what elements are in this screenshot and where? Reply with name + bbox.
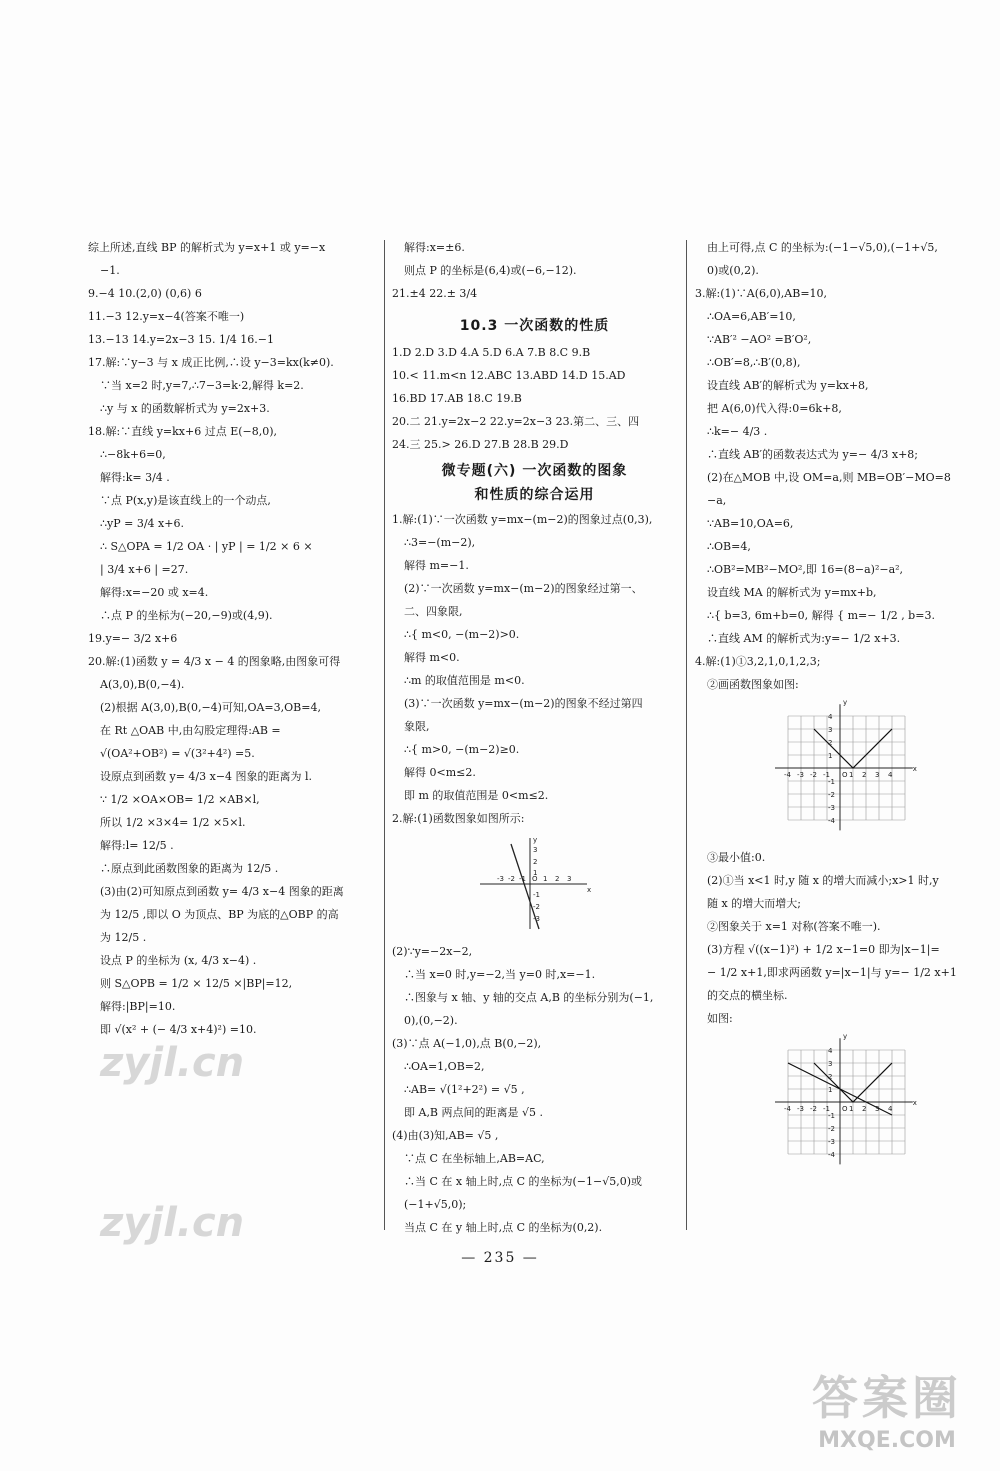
text-line: 0)或(0,2). (707, 264, 759, 277)
tick-label: -4 (828, 1151, 835, 1159)
solution-2-line: ∵点 C 在坐标轴上,AB=AC, (404, 1152, 545, 1165)
solution-18-line: | 3/4 x+6 | =27. (100, 563, 189, 576)
tick-label: -1 (828, 778, 835, 786)
tick-label: -1 (828, 1112, 835, 1120)
solution-1-line: 解得 m=−1. (404, 559, 469, 572)
solution-1-line: 解得 0<m≤2. (404, 766, 476, 779)
tick-label: 4 (828, 1047, 833, 1055)
y-axis-label: y (843, 1034, 848, 1041)
solution-4-line: (2)①当 x<1 时,y 随 x 的增大而减小;x>1 时,y (707, 874, 939, 887)
solution-20-line: 为 12/5 . (100, 931, 147, 944)
solution-1-line: ∴{ m<0, −(m−2)>0. (404, 628, 520, 641)
solution-20-line: 解得:l= 12/5 . (100, 839, 174, 852)
tick-label: 2 (532, 858, 537, 866)
answer-line: 21.±4 22.± 3/4 (392, 287, 478, 300)
solution-18-line: ∴−8k+6=0, (100, 448, 166, 461)
origin-label: O (842, 771, 848, 779)
solution-20-line: 设点 P 的坐标为 (x, 4/3 x−4) . (100, 954, 257, 967)
answer-line: 24.三 25.> 26.D 27.B 28.B 29.D (392, 438, 569, 451)
tick-label: 1 (849, 771, 854, 779)
solution-18-line: ∴点 P 的坐标为(−20,−9)或(4,9). (100, 609, 273, 622)
solution-3-line: ∴直线 AM 的解析式为:y=− 1/2 x+3. (707, 632, 901, 645)
y-axis-label: y (532, 836, 537, 844)
solution-3-line: −a, (707, 494, 727, 507)
x-axis-label: x (912, 1099, 917, 1107)
solution-2-line: 2.解:(1)函数图象如图所示: (392, 812, 525, 825)
solution-18-line: ∴ S△OPA = 1/2 OA · | yP | = 1/2 × 6 × (100, 540, 313, 553)
solution-18-line: ∵点 P(x,y)是该直线上的一个动点, (100, 494, 271, 507)
solution-3-line: ∴直线 AB′的函数表达式为 y=− 4/3 x+8; (707, 448, 918, 461)
answer-line: 19.y=− 3/2 x+6 (88, 632, 178, 645)
text-line: −1. (100, 264, 120, 277)
answer-line: 9.−4 10.(2,0) (0,6) 6 (88, 287, 202, 300)
solution-20-line: √(OA²+OB²) = √(3²+4²) =5. (100, 747, 255, 760)
tick-label: -1 (823, 771, 830, 779)
tick-label: 2 (862, 771, 867, 779)
column-divider (686, 240, 687, 1230)
solution-2-line: (4)由(3)知,AB= √5 , (392, 1129, 499, 1142)
solution-4-line: ②图象关于 x=1 对称(答案不唯一). (707, 920, 881, 933)
tick-label: 1 (849, 1105, 854, 1113)
solution-18-line: ∴yP = 3/4 x+6. (100, 517, 184, 530)
solution-1-line: ∴{ m>0, −(m−2)≥0. (404, 743, 520, 756)
logo-url: MXQE.COM (818, 1428, 956, 1453)
topic-heading: 和性质的综合运用 (474, 487, 595, 503)
solution-2-line: 即 A,B 两点间的距离是 √5 . (404, 1106, 544, 1119)
y-axis-label: y (843, 700, 848, 707)
text-line: 解得:x=±6. (404, 241, 465, 254)
solution-1-line: 二、四象限, (404, 605, 463, 618)
solution-3-line: ∴OB′=8,∴B′(0,8), (707, 356, 801, 369)
tick-label: -1 (823, 1105, 830, 1113)
tick-label: -3 (496, 875, 504, 883)
solution-1-line: 解得 m<0. (404, 651, 460, 664)
solution-4-line: (3)方程 √((x−1)²) + 1/2 x−1=0 即为|x−1|= (707, 943, 940, 956)
solution-4-line: ③最小值:0. (707, 851, 766, 864)
tick-label: -1 (532, 891, 540, 899)
solution-3-line: ∴OB²=MB²−MO²,即 16=(8−a)²−a², (707, 563, 904, 576)
topic-heading: 微专题(六) 一次函数的图象 (441, 463, 628, 479)
tick-label: -4 (828, 817, 835, 825)
answer-line: 10.< 11.m<n 12.ABC 13.ABD 14.D 15.AD (392, 369, 626, 382)
solution-20-line: A(3,0),B(0,−4). (100, 678, 185, 691)
solution-20-line: 所以 1/2 ×3×4= 1/2 ×5×l. (100, 816, 246, 829)
solution-3-line: ∵AB=10,OA=6, (707, 517, 794, 530)
answer-line: 20.二 21.y=2x−2 22.y=2x−3 23.第二、三、四 (392, 415, 640, 428)
tick-label: 3 (532, 846, 537, 854)
solution-2-line: ∴当 C 在 x 轴上时,点 C 的坐标为(−1−√5,0)或 (404, 1175, 643, 1188)
solution-4-line: 4.解:(1)①3,2,1,0,1,2,3; (695, 655, 821, 668)
solution-3-line: ∴OA=6,AB′=10, (707, 310, 796, 323)
tick-label: 2 (862, 1105, 867, 1113)
tick-label: -4 (784, 1105, 791, 1113)
solution-1-line: (3)∵一次函数 y=mx−(m−2)的图象不经过第四 (404, 697, 643, 710)
tick-label: 2 (828, 739, 833, 747)
solution-18-line: 解得:k= 3/4 . (100, 471, 170, 484)
tick-label: -3 (828, 1138, 835, 1146)
solution-3-line: ∴k=− 4/3 . (707, 425, 768, 438)
x-axis-label: x (912, 765, 917, 773)
tick-label: 1 (532, 869, 537, 877)
origin-label: O (531, 875, 538, 883)
tick-label: -4 (784, 771, 791, 779)
solution-2-line: (2)∵y=−2x−2, (392, 945, 473, 958)
tick-label: -3 (828, 804, 835, 812)
column-divider (384, 240, 385, 1230)
solution-4-line: 的交点的横坐标. (707, 989, 788, 1002)
line-graph-figure (475, 834, 595, 934)
tick-label: 1 (828, 1086, 833, 1094)
tick-label: -3 (532, 915, 540, 923)
solution-2-line: 当点 C 在 y 轴上时,点 C 的坐标为(0,2). (404, 1221, 603, 1234)
x-axis-label: x (586, 886, 591, 894)
tick-label: -3 (797, 771, 804, 779)
solution-3-line: ∵AB′² −AO² =B′O², (707, 333, 812, 346)
tick-label: 2 (554, 875, 559, 883)
solution-20-line: (2)根据 A(3,0),B(0,−4)可知,OA=3,OB=4, (100, 701, 321, 714)
solution-1-line: (2)∵一次函数 y=mx−(m−2)的图象经过第一、 (404, 582, 643, 595)
solution-18-line: 18.解:∵直线 y=kx+6 过点 E(−8,0), (88, 425, 278, 438)
solution-2-line: ∴当 x=0 时,y=−2,当 y=0 时,x=−1. (404, 968, 596, 981)
solution-18-line: 解得:x=−20 或 x=4. (100, 586, 209, 599)
tick-label: 3 (875, 771, 880, 779)
text-line: 由上可得,点 C 的坐标为:(−1−√5,0),(−1+√5, (707, 241, 938, 254)
solution-20-line: 则 S△OPB = 1/2 × 12/5 ×|BP|=12, (100, 977, 293, 990)
tick-label: 3 (828, 726, 833, 734)
solution-4-line: − 1/2 x+1,即求两函数 y=|x−1|与 y=− 1/2 x+1 (707, 966, 957, 979)
solution-2-line: ∴AB= √(1²+2²) = √5 , (404, 1083, 525, 1096)
tick-label: 4 (828, 713, 833, 721)
answer-line: 13.−13 14.y=2x−3 15. 1/4 16.−1 (88, 333, 274, 346)
tick-label: -2 (828, 791, 835, 799)
tick-label: -2 (810, 771, 817, 779)
solution-3-line: 把 A(6,0)代入得:0=6k+8, (707, 402, 842, 415)
intersection-graph (770, 1034, 920, 1174)
solution-1-line: 1.解:(1)∵一次函数 y=mx−(m−2)的图象过点(0,3), (392, 513, 653, 526)
solution-3-line: 设直线 AB′的解析式为 y=kx+8, (707, 379, 869, 392)
column-right (695, 240, 995, 1221)
solution-20-line: 在 Rt △OAB 中,由勾股定理得:AB = (100, 724, 281, 737)
tick-label: -2 (810, 1105, 817, 1113)
tick-label: 3 (566, 875, 571, 883)
tick-label: 3 (828, 1060, 833, 1068)
solution-3-line: ∴OB=4, (707, 540, 751, 553)
text-line: 则点 P 的坐标是(6,4)或(−6,−12). (404, 264, 577, 277)
tick-label: 1 (828, 752, 833, 760)
solution-2-line: ∴图象与 x 轴、y 轴的交点 A,B 的坐标分别为(−1, (404, 991, 654, 1004)
answer-line: 11.−3 12.y=x−4(答案不唯一) (88, 310, 245, 323)
solution-1-line: ∴m 的取值范围是 m<0. (404, 674, 525, 687)
solution-17-line: ∵当 x=2 时,y=7,∴7−3=k·2,解得 k=2. (100, 379, 304, 392)
solution-20-line: 为 12/5 ,即以 O 为顶点、BP 为底的△OBP 的高 (100, 908, 339, 921)
section-heading: 10.3 一次函数的性质 (459, 318, 610, 334)
solution-20-line: 设原点到函数 y= 4/3 x−4 图象的距离为 l. (100, 770, 313, 783)
solution-3-line: (2)在△MOB 中,设 OM=a,则 MB=OB′−MO=8 (707, 471, 951, 484)
solution-2-line: (−1+√5,0); (404, 1198, 467, 1211)
tick-label: 4 (888, 771, 893, 779)
tick-label: 1 (542, 875, 547, 883)
solution-1-line: ∴3=−(m−2), (404, 536, 476, 549)
solution-1-line: 即 m 的取值范围是 0<m≤2. (404, 789, 549, 802)
solution-20-line: (3)由(2)可知原点到函数 y= 4/3 x−4 图象的距离 (100, 885, 344, 898)
solution-20-line: ∵ 1/2 ×OA×OB= 1/2 ×AB×l, (100, 793, 260, 806)
tick-label: 3 (875, 1105, 880, 1113)
solution-17-line: ∴y 与 x 的函数解析式为 y=2x+3. (100, 402, 270, 415)
solution-17-line: 17.解:∵y−3 与 x 成正比例,∴设 y−3=kx(k≠0). (88, 356, 334, 369)
answer-line: 16.BD 17.AB 18.C 19.B (392, 392, 522, 405)
tick-label: -1 (518, 875, 526, 883)
solution-2-line: (3)∵点 A(−1,0),点 B(0,−2), (392, 1037, 542, 1050)
solution-20-line: 20.解:(1)函数 y = 4/3 x − 4 的图象略,由图象可得 (88, 655, 341, 668)
text-line: 综上所述,直线 BP 的解析式为 y=x+1 或 y=−x (88, 241, 326, 254)
solution-2-line: 0),(0,−2). (404, 1014, 458, 1027)
page-number: — 235 — (461, 1250, 539, 1266)
solution-1-line: 象限, (404, 720, 430, 733)
tick-label: 4 (888, 1105, 893, 1113)
tick-label: -3 (797, 1105, 804, 1113)
answer-line: 1.D 2.D 3.D 4.A 5.D 6.A 7.B 8.C 9.B (392, 346, 591, 359)
watermark: zyjl.cn (100, 1040, 245, 1086)
solution-3-line: 设直线 MA 的解析式为 y=mx+b, (707, 586, 877, 599)
solution-4-line: ②画函数图象如图: (707, 678, 799, 691)
logo-text: 答案圈 (812, 1371, 962, 1425)
solution-3-line: 3.解:(1)∵A(6,0),AB=10, (695, 287, 828, 300)
abs-function-graph (770, 700, 920, 840)
origin-label: O (842, 1105, 848, 1113)
solution-20-line: ∴原点到此函数图象的距离为 12/5 . (100, 862, 279, 875)
watermark: zyjl.cn (100, 1200, 245, 1246)
solution-4-line: 如图: (707, 1012, 733, 1025)
solution-3-line: ∴{ b=3, 6m+b=0, 解得 { m=− 1/2 , b=3. (707, 609, 935, 622)
solution-4-line: 随 x 的增大而增大; (707, 897, 801, 910)
solution-20-line: 即 √(x² + (− 4/3 x+4)²) =10. (100, 1023, 257, 1036)
solution-2-line: ∴OA=1,OB=2, (404, 1060, 485, 1073)
tick-label: -2 (507, 875, 515, 883)
solution-20-line: 解得:|BP|=10. (100, 1000, 176, 1013)
site-logo (792, 1362, 982, 1453)
tick-label: 2 (828, 1073, 833, 1081)
tick-label: -2 (828, 1125, 835, 1133)
tick-label: -2 (532, 903, 540, 911)
column-middle (392, 240, 677, 1234)
